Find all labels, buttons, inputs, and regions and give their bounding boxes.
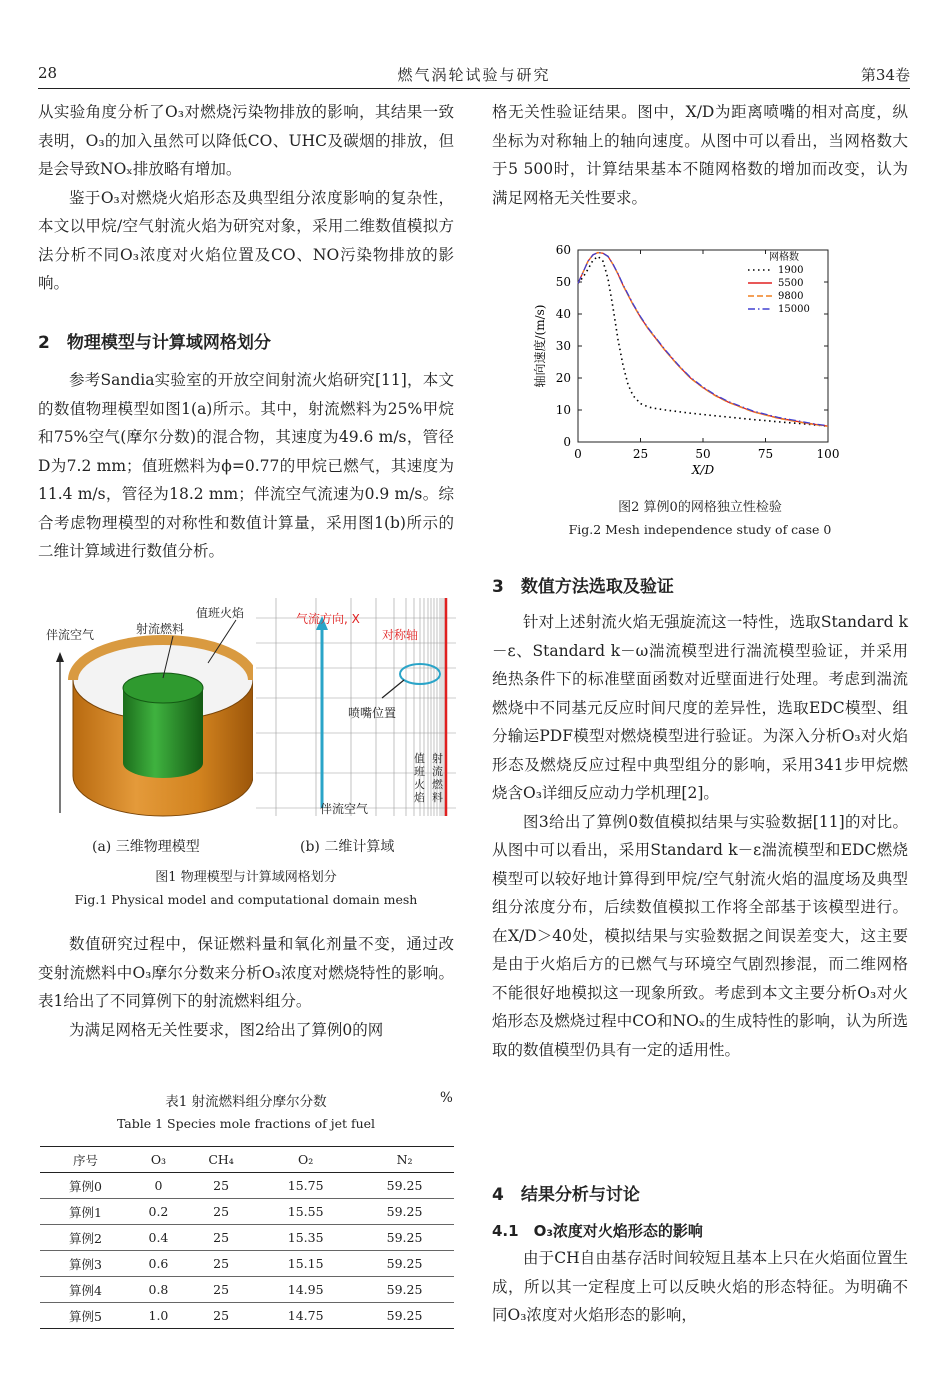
- table-cell: 15.75: [287, 1178, 324, 1193]
- y-axis-label: 轴向速度/(m/s): [533, 304, 547, 388]
- section-heading-3: 3 数值方法选取及验证: [492, 577, 674, 597]
- label-symmetry-axis: 对称轴: [382, 628, 419, 642]
- page-number: 28: [38, 64, 58, 82]
- table-cell: 59.25: [386, 1230, 423, 1245]
- x-tick-label: 100: [816, 447, 840, 461]
- fig1-caption-en: Fig.1 Physical model and computational domain mesh: [74, 892, 418, 907]
- section-heading-2: 2 物理模型与计算域网格划分: [38, 333, 271, 353]
- label-coflow-air-b: 伴流空气: [320, 802, 369, 816]
- fig2-caption-cn: 图2 算例0的网格独立性检验: [618, 500, 782, 515]
- x-tick-label: 50: [695, 447, 711, 461]
- table-header-cell: O₂: [298, 1152, 314, 1167]
- legend-entry: 15000: [778, 304, 810, 315]
- right-column-section-3: [492, 608, 908, 1064]
- table-cell: 15.35: [287, 1230, 324, 1245]
- table-cell: 算例5: [69, 1308, 102, 1324]
- table-row: [40, 1199, 454, 1225]
- paragraph: 为满足网格无关性要求，图2给出了算例0的网: [69, 1020, 384, 1039]
- paragraph: 由于CH自由基存活时间较短且基本上只在火焰面位置生成，所以其一定程度上可以反映火焰的形态特征。为明确不同O₃浓度对火焰形态的影响，: [492, 1249, 908, 1324]
- y-tick-label: 10: [555, 403, 571, 417]
- table-cell: 25: [213, 1230, 230, 1245]
- paragraph: 图3给出了算例0数值模拟结果与实验数据[11]的对比。从图中可以看出，采用Standard k－ε湍流模型和EDC燃烧模型可以较好地计算得到甲烷/空气射流火焰的温度场及典型组分浓度分布，后续数值模拟工作将全部基于该模型进行。在X/D＞40处，模拟结果与实验数据之间误差变大，这主要是由于火焰后方的已燃气与环境空气剧烈掺混，而二维网格不能很好地模拟这一现象所致。考虑到本文主要分析O₃对火焰形态及燃烧过程中CO和NOₓ的生成特性的影响，认为所选取的数值模型仍具有一定的适用性。: [492, 812, 908, 1059]
- table-header-row: [40, 1147, 454, 1173]
- table-header-cell: O₃: [150, 1152, 167, 1167]
- fig1-caption-cn: 图1 物理模型与计算域网格划分: [155, 870, 337, 885]
- table-cell: 25: [213, 1204, 230, 1219]
- section-heading-4: 4 结果分析与讨论: [492, 1185, 640, 1205]
- table-cell: 59.25: [386, 1308, 423, 1323]
- paragraph: 鉴于O₃对燃烧火焰形态及典型组分浓度影响的复杂性，本文以甲烷/空气射流火焰为研究对象，采用二维数值模拟方法分析不同O₃浓度对火焰位置及CO、NO污染物排放的影响。: [38, 188, 454, 292]
- y-tick-label: 60: [555, 243, 571, 257]
- page-header: [38, 62, 910, 89]
- table-cell: 0.8: [148, 1282, 169, 1297]
- fig2-line-chart: [530, 236, 860, 504]
- label-jet-fuel-b: 射流燃料: [432, 752, 443, 804]
- x-tick-label: 25: [632, 447, 649, 461]
- y-tick-label: 0: [563, 435, 571, 449]
- left-column-section-2: [38, 366, 454, 566]
- journal-title: 燃气涡轮试验与研究: [397, 66, 551, 84]
- table-cell: 25: [213, 1178, 230, 1193]
- table-cell: 算例3: [69, 1256, 102, 1272]
- table-cell: 算例0: [69, 1178, 102, 1194]
- table-row: [40, 1251, 454, 1277]
- table-cell: 59.25: [386, 1256, 423, 1271]
- fig1a-sublabel: (a) 三维物理模型: [92, 839, 200, 855]
- table-cell: 0.2: [148, 1204, 169, 1219]
- table-cell: 59.25: [386, 1178, 423, 1193]
- table-cell: 59.25: [386, 1282, 423, 1297]
- table-cell: 15.15: [287, 1256, 324, 1271]
- table-header-cell: CH₄: [208, 1152, 234, 1167]
- volume-label: 第34卷: [860, 66, 910, 84]
- legend-entry: 9800: [778, 291, 804, 302]
- table-cell: 25: [213, 1256, 230, 1271]
- label-pilot-flame-b: 值班火焰: [414, 752, 425, 804]
- table-row: [40, 1225, 454, 1251]
- table-cell: 1.0: [148, 1308, 169, 1323]
- paragraph: 从实验角度分析了O₃对燃烧污染物排放的影响，其结果一致表明，O₃的加入虽然可以降低CO、UHC及碳烟的排放，但是会导致NOₓ排放略有增加。: [38, 103, 454, 178]
- right-column-section-4: [492, 1244, 908, 1330]
- label-coflow-air: 伴流空气: [46, 628, 95, 642]
- table-header-cell: N₂: [396, 1152, 413, 1167]
- table-cell: 59.25: [386, 1204, 423, 1219]
- left-column-lower: [38, 930, 454, 1044]
- table-cell: 25: [213, 1308, 230, 1323]
- table-cell: 14.95: [287, 1282, 324, 1297]
- table-cell: 0.4: [148, 1230, 169, 1245]
- table1-title-cn: 表1 射流燃料组分摩尔分数: [165, 1094, 327, 1110]
- table-cell: 15.55: [287, 1204, 324, 1219]
- table-cell: 14.75: [287, 1308, 324, 1323]
- x-tick-label: 0: [574, 447, 582, 461]
- table-header-cell: 序号: [72, 1152, 98, 1168]
- table-row: [40, 1277, 454, 1303]
- table-cell: 25: [213, 1282, 230, 1297]
- legend-entry: 1900: [778, 265, 804, 276]
- table-cell: 算例4: [69, 1282, 102, 1298]
- table-cell: 算例2: [69, 1230, 102, 1246]
- table-row: [40, 1303, 454, 1329]
- table-cell: 算例1: [69, 1204, 102, 1220]
- paragraph: 格无关性验证结果。图中，X/D为距离喷嘴的相对高度，纵坐标为对称轴上的轴向速度。从图中可以看出，当网格数大于5 500时，计算结果基本不随网格数的增加而改变，认为满足网格无关性要求。: [492, 103, 908, 207]
- y-tick-label: 50: [555, 275, 571, 289]
- fig2-caption-en: Fig.2 Mesh independence study of case 0: [568, 522, 832, 537]
- table-1: [40, 1146, 454, 1329]
- paragraph: 针对上述射流火焰无强旋流这一特性，选取Standard k－ε、Standard k－ω湍流模型进行湍流模型验证，并采用绝热条件下的标准壁面函数对近壁面进行处理。考虑到湍流燃烧中不同基元反应时间尺度的差异性，选取EDC模型、组分输运PDF模型对燃烧模型进行验证。为深入分析O₃对火焰形态及燃烧反应过程中典型组分的影响，采用341步甲烷燃烧含O₃详细反应动力学机理[2]。: [492, 613, 908, 802]
- y-tick-label: 40: [555, 307, 571, 321]
- table-row: [40, 1173, 454, 1199]
- right-column-top: [492, 98, 908, 212]
- x-tick-label: 75: [757, 447, 774, 461]
- subsection-heading-4-1: 4.1 O₃浓度对火焰形态的影响: [492, 1222, 703, 1240]
- label-pilot-flame: 值班火焰: [196, 606, 245, 620]
- label-jet-fuel: 射流燃料: [136, 622, 185, 636]
- table1-unit: %: [440, 1090, 453, 1106]
- label-flow-direction: 气流方向, X: [296, 612, 360, 626]
- fig1b-sublabel: (b) 二维计算域: [300, 839, 395, 855]
- legend-title: 网格数: [769, 252, 799, 263]
- figure-1: [38, 598, 458, 838]
- left-column: [38, 98, 454, 298]
- table1-title-en: Table 1 Species mole fractions of jet fuel: [116, 1116, 376, 1131]
- paragraph: 数值研究过程中，保证燃料量和氧化剂量不变，通过改变射流燃料中O₃摩尔分数来分析O₃浓度对燃烧特性的影响。表1给出了不同算例下的射流燃料组分。: [38, 935, 454, 1010]
- table-cell: 0.6: [148, 1256, 169, 1271]
- table-cell: 0: [154, 1178, 163, 1193]
- label-nozzle-position: 喷嘴位置: [348, 706, 397, 720]
- legend-entry: 5500: [778, 278, 804, 289]
- y-tick-label: 20: [555, 371, 571, 385]
- y-tick-label: 30: [555, 339, 571, 353]
- paragraph: 参考Sandia实验室的开放空间射流火焰研究[11]，本文的数值物理模型如图1(a)所示。其中，射流燃料为25%甲烷和75%空气(摩尔分数)的混合物，其速度为49.6 m/s，管径D为7.2 mm；值班燃料为ϕ=0.77的甲烷已燃气，其速度为11.4 m/s，管径为18.2 mm；伴流空气流速为0.9 m/s。综合考虑物理模型的对称性和数值计算量，采用图1(b)所示的二维计算域进行数值分析。: [38, 371, 454, 560]
- x-axis-label: X/D: [691, 463, 715, 477]
